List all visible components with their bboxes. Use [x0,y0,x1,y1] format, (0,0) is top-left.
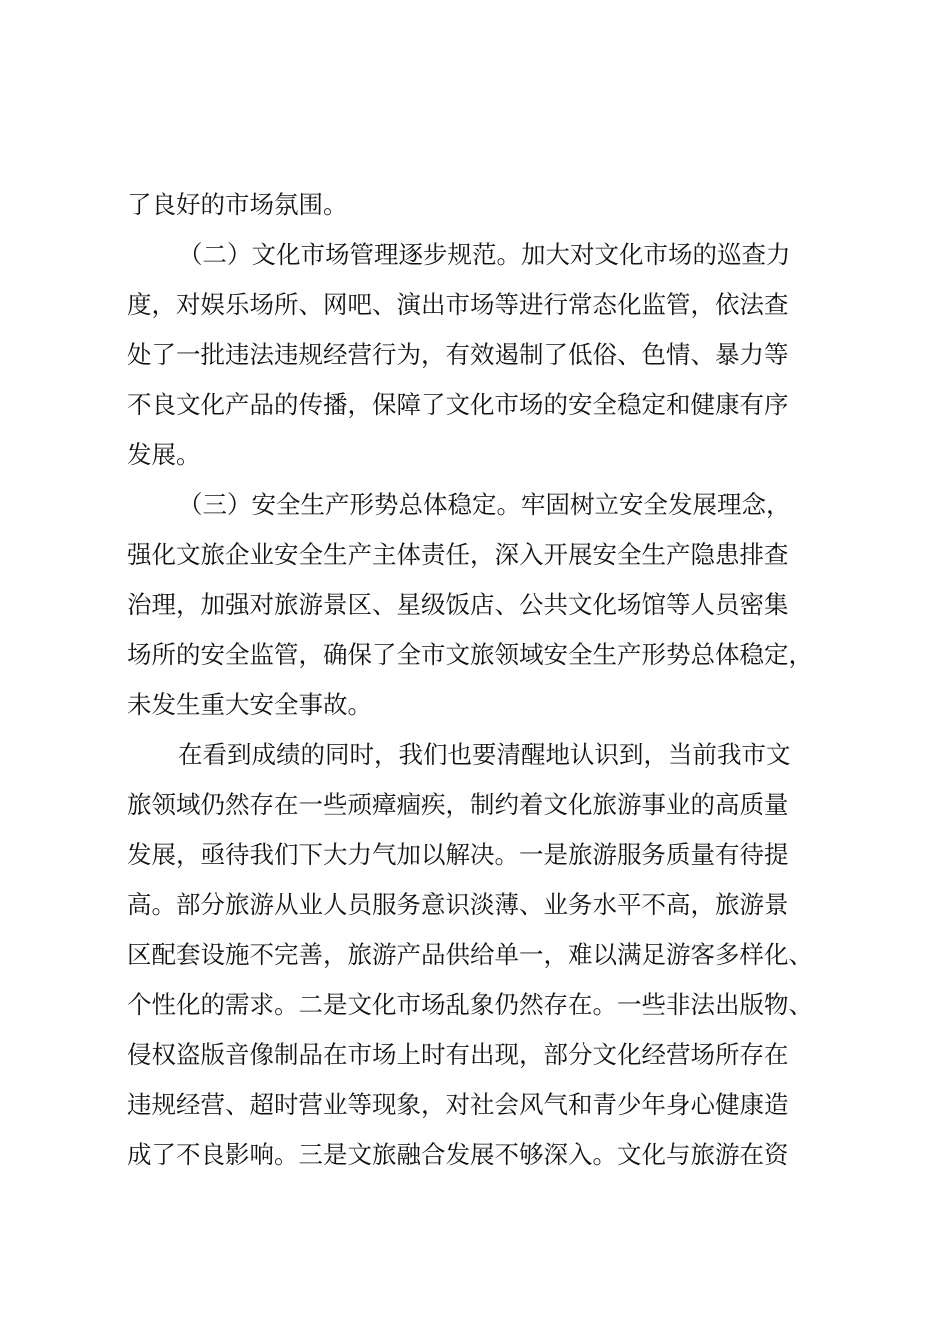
paragraph-first-line: 在看到成绩的同时，我们也要清醒地认识到，当前我市文 [178,740,791,769]
text-line: 处了一批违法违规经营行为，有效遏制了低俗、色情、暴力等 [127,340,789,369]
text-line: 未发生重大安全事故。 [127,690,372,719]
text-line: 场所的安全监管，确保了全市文旅领域安全生产形势总体稳定， [127,640,813,669]
text-line: 发展，亟待我们下大力气加以解决。一是旅游服务质量有待提 [127,840,789,869]
text-line: 区配套设施不完善，旅游产品供给单一，难以满足游客多样化、 [127,940,813,969]
text-line: 高。部分旅游从业人员服务意识淡薄、业务水平不高，旅游景 [127,890,789,919]
text-line: 发展。 [127,440,201,469]
text-line: 侵权盗版音像制品在市场上时有出现，部分文化经营场所存在 [127,1040,789,1069]
text-line: 个性化的需求。二是文化市场乱象仍然存在。一些非法出版物、 [127,990,813,1019]
text-line: 了良好的市场氛围。 [127,190,348,219]
paragraph-heading-line: （二）文化市场管理逐步规范。加大对文化市场的巡查力 [178,240,791,269]
text-line: 治理，加强对旅游景区、星级饭店、公共文化场馆等人员密集 [127,590,789,619]
text-line: 违规经营、超时营业等现象，对社会风气和青少年身心健康造 [127,1090,789,1119]
text-line: 旅领域仍然存在一些顽瘴痼疾，制约着文化旅游事业的高质量 [127,790,789,819]
text-line: 不良文化产品的传播，保障了文化市场的安全稳定和健康有序 [127,390,789,419]
paragraph-heading-line: （三）安全生产形势总体稳定。牢固树立安全发展理念， [178,490,791,519]
text-line: 成了不良影响。三是文旅融合发展不够深入。文化与旅游在资 [127,1140,789,1169]
text-line: 强化文旅企业安全生产主体责任，深入开展安全生产隐患排查 [127,540,789,569]
text-line: 度，对娱乐场所、网吧、演出市场等进行常态化监管，依法查 [127,290,789,319]
body-text [127,180,857,1180]
